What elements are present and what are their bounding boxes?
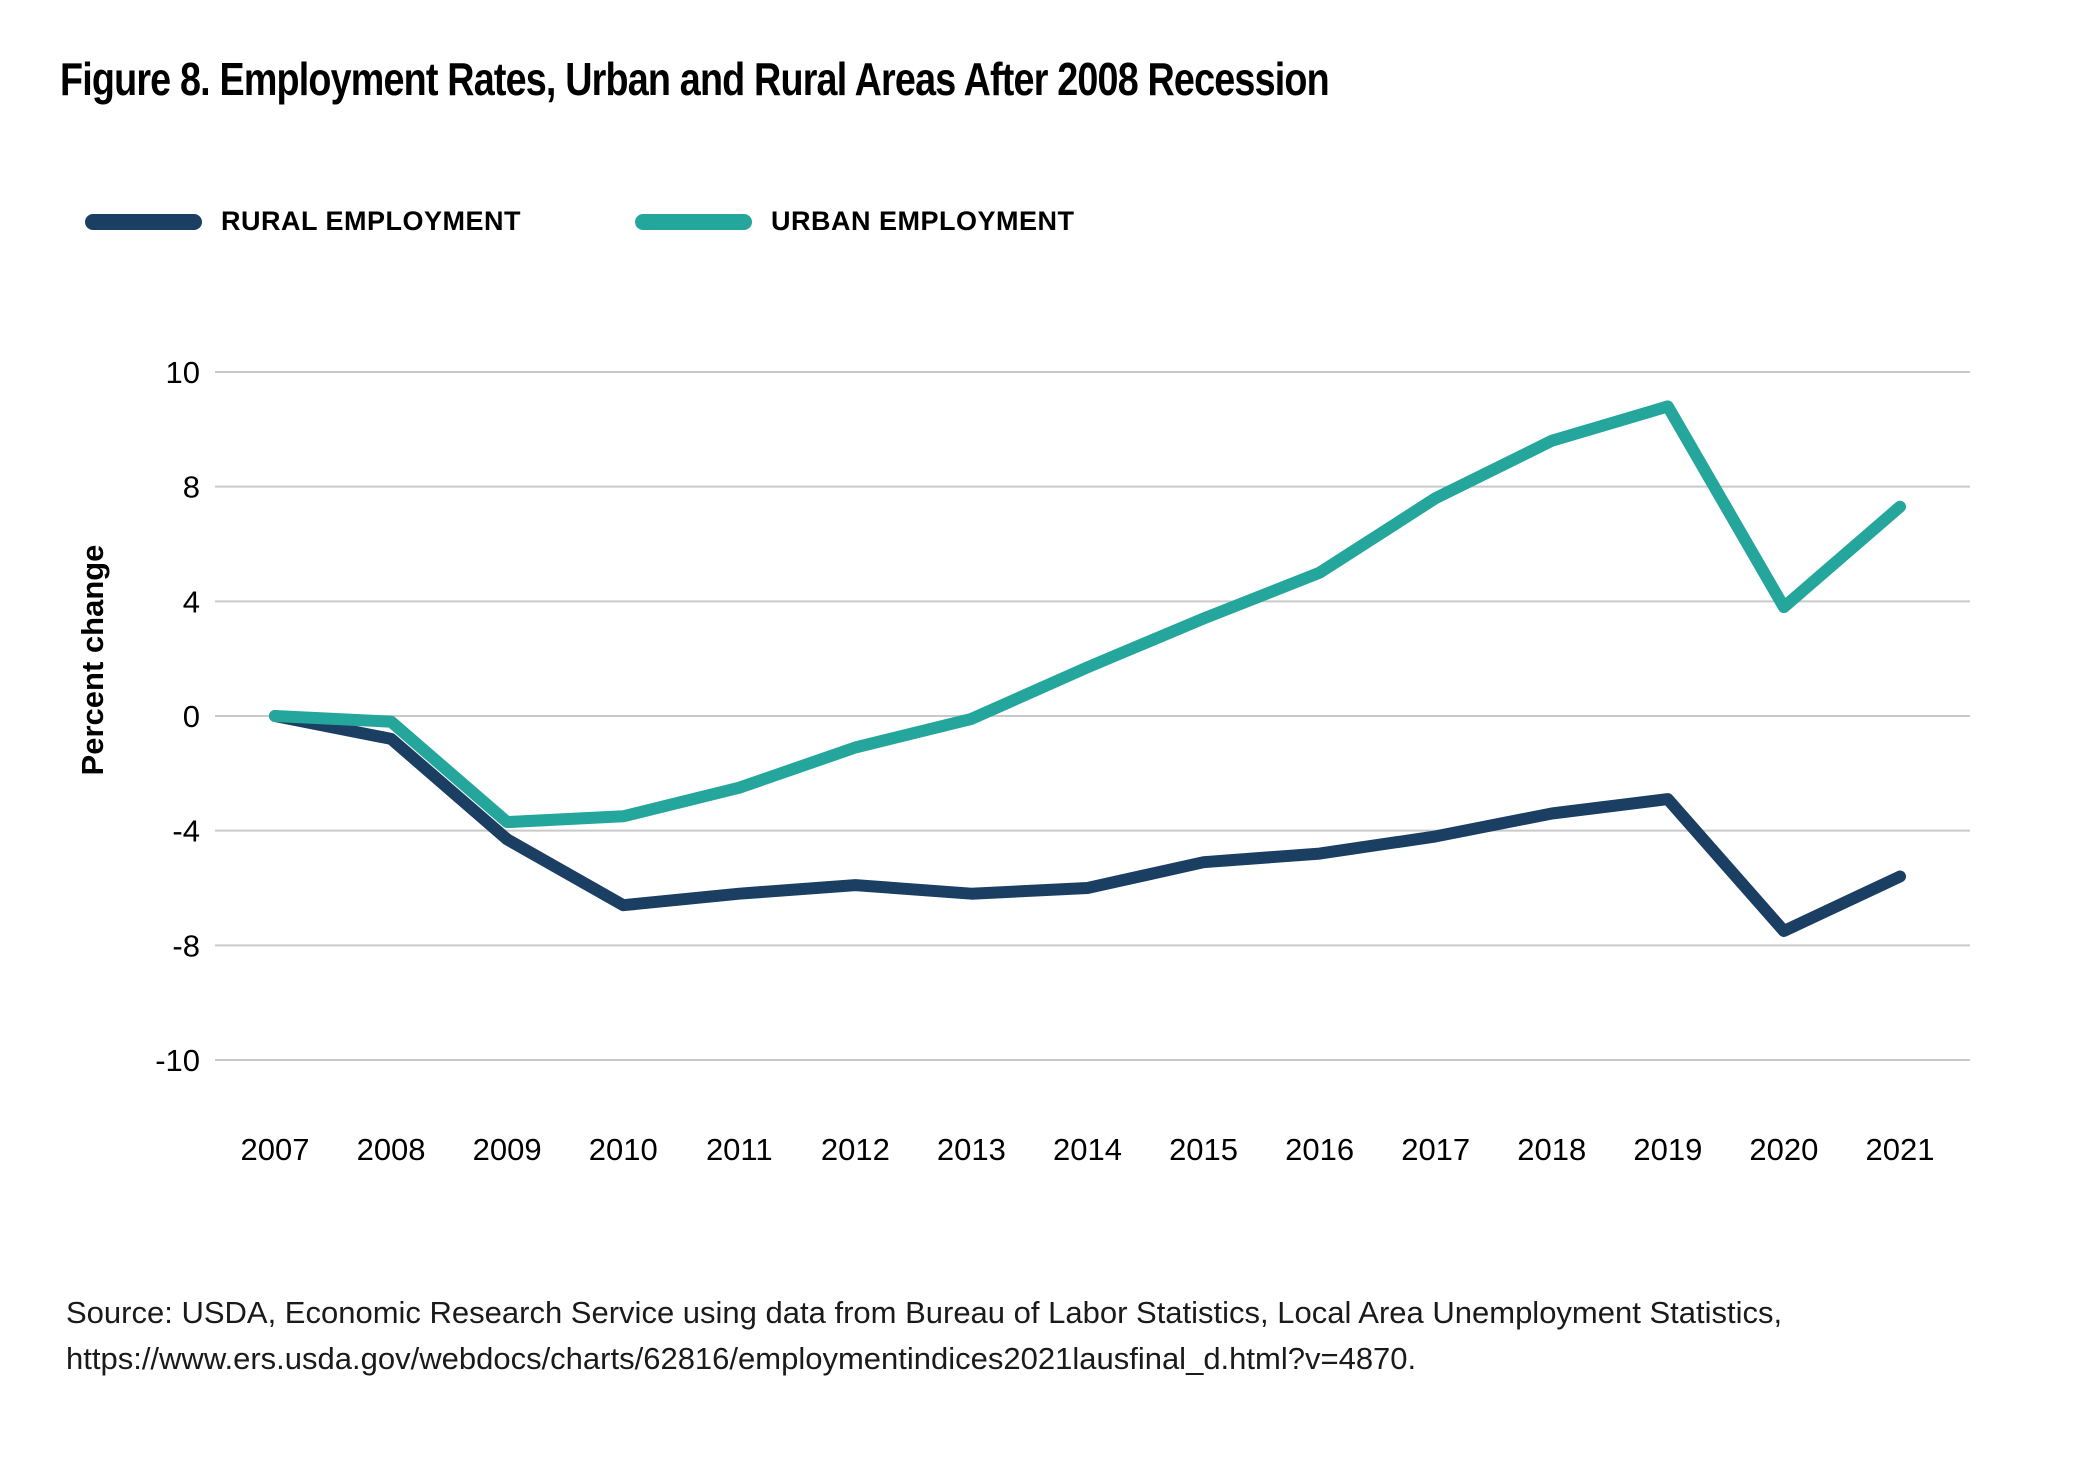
y-tick-label: -4 [172,813,200,849]
x-tick-label: 2011 [705,1132,773,1167]
x-tick-label: 2007 [240,1132,310,1167]
y-axis-title: Percent change [75,544,110,776]
x-tick-label: 2010 [588,1132,658,1167]
x-tick-label: 2017 [1401,1132,1471,1167]
x-tick-label: 2021 [1865,1132,1935,1167]
source-note [66,1290,2046,1382]
x-tick-label: 2020 [1749,1132,1819,1167]
x-tick-label: 2009 [472,1132,542,1167]
x-tick-label: 2008 [356,1132,426,1167]
source-line-1: Source: USDA, Economic Research Service using data from Bureau of Labor Statistics, Local Area Unemployment Statistics, [66,1295,1783,1330]
y-tick-label: -10 [155,1043,200,1079]
x-tick-label: 2013 [936,1132,1006,1167]
source-line-2: https://www.ers.usda.gov/webdocs/charts/62816/employmentindices2021lausfinal_d.html?v=4870. [66,1341,1417,1376]
x-tick-label: 2012 [820,1132,890,1167]
y-tick-label: 8 [182,469,200,505]
x-tick-label: 2019 [1633,1132,1703,1167]
y-tick-label: 4 [182,584,200,620]
x-tick-label: 2018 [1517,1132,1587,1167]
x-tick-label: 2016 [1285,1132,1355,1167]
y-tick-label: 0 [182,699,200,735]
urban-legend-label: URBAN EMPLOYMENT [771,206,1075,236]
urban-employment-line [275,406,1900,822]
y-tick-label: -8 [172,928,200,964]
figure-title: Figure 8. Employment Rates, Urban and Rural Areas After 2008 Recession [60,53,1329,105]
rural-legend-label: RURAL EMPLOYMENT [221,206,522,236]
y-tick-label: 10 [165,355,200,390]
x-tick-label: 2014 [1053,1132,1122,1167]
x-tick-label: 2015 [1169,1132,1239,1167]
